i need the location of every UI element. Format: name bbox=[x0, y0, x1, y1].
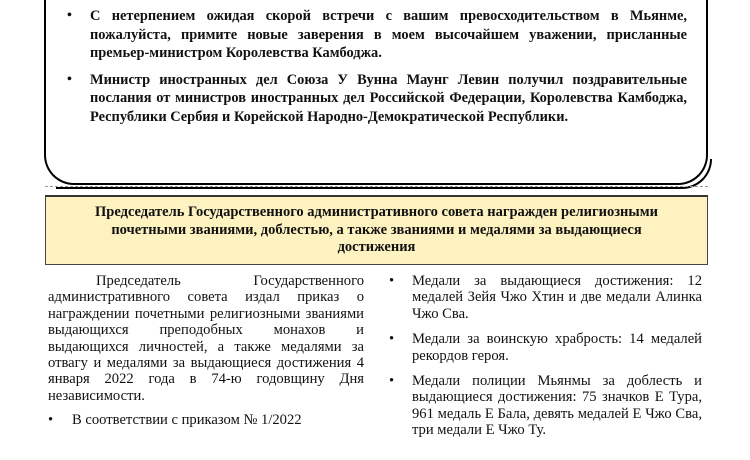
top-bullet-item bbox=[62, 71, 687, 127]
article-headline: Председатель Государственного административного совета награжден религиозными почетными званиями, доблестью, а также званиями и медалями за выдающиеся достижения bbox=[95, 204, 658, 256]
bullet-icon: • bbox=[48, 412, 54, 429]
right-bullet-list bbox=[386, 273, 702, 448]
left-column bbox=[48, 273, 364, 429]
bullet-icon: • bbox=[67, 71, 72, 87]
box-shadow-border bbox=[56, 159, 712, 189]
right-bullet-item bbox=[386, 331, 702, 364]
bullet-icon: • bbox=[389, 331, 395, 348]
section-divider bbox=[45, 186, 708, 187]
left-paragraph: Председатель Государственного административного совета издал приказ о награждении почетными религиозными званиями выдающихся преподобных монахов и выдающихся личностей, а также медалями за отвагу и медалями за выдающиеся достижения 4 января 2022 года в 74-ю годовщину Дня независимости. bbox=[48, 273, 364, 404]
left-bullet-text: В соответствии с приказом № 1/2022 bbox=[72, 412, 302, 429]
right-bullet-text: Медали за воинскую храбрость: 14 медалей рекордов героя. bbox=[412, 331, 702, 364]
right-bullet-item bbox=[386, 373, 702, 439]
right-bullet-text: Медали полиции Мьянмы за доблесть и выдающиеся достижения: 75 значков Е Тура, 961 медаль Е Бала, девять медалей Е Чжо Сва, три медали Е Чжо Ту. bbox=[412, 373, 702, 439]
top-bullet-text: Министр иностранных дел Союза У Вунна Маунг Левин получил поздравительные послания от министров иностранных дел Российской Федерации, Королевства Камбоджа, Республики Сербия и Корейской Народно-Демократической Республики. bbox=[90, 71, 687, 125]
top-bullet-text: С нетерпением ожидая скорой встречи с вашим превосходительством в Мьянме, пожалуйста, примите новые заверения в моем высочайшем уважении, присланные премьер-министром Королевства Камбоджа. bbox=[90, 8, 687, 61]
article-headline-box bbox=[45, 195, 708, 265]
left-bullet-item bbox=[48, 412, 364, 428]
right-bullet-text: Медали за выдающиеся достижения: 12 медалей Зейя Чжо Хтин и две медали Алинка Чжо Сва. bbox=[412, 273, 702, 322]
top-bullet-list bbox=[62, 7, 687, 134]
top-bullet-item bbox=[62, 7, 687, 63]
bullet-icon: • bbox=[389, 373, 395, 390]
bullet-icon: • bbox=[67, 8, 72, 23]
right-bullet-item bbox=[386, 273, 702, 322]
bullet-icon: • bbox=[389, 273, 395, 289]
